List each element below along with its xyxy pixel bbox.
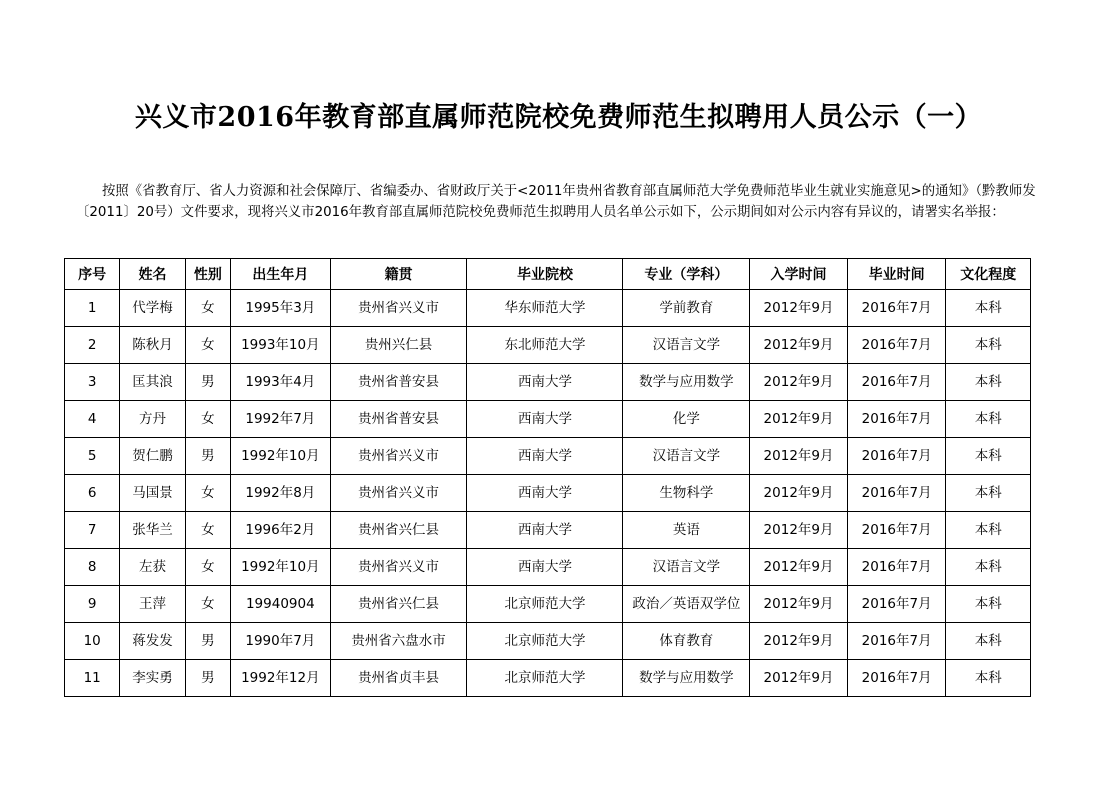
cell-index: 9 (65, 586, 120, 623)
cell-enroll-date: 2012年9月 (750, 438, 848, 475)
cell-education: 本科 (946, 549, 1031, 586)
table-row (65, 549, 1031, 586)
cell-school: 西南大学 (467, 438, 623, 475)
cell-native-place: 贵州省普安县 (330, 364, 467, 401)
cell-graduate-date: 2016年7月 (847, 586, 946, 623)
table-row (65, 401, 1031, 438)
cell-enroll-date: 2012年9月 (750, 623, 848, 660)
cell-enroll-date: 2012年9月 (750, 586, 848, 623)
cell-index: 10 (65, 623, 120, 660)
cell-school: 华东师范大学 (467, 290, 623, 327)
cell-index: 7 (65, 512, 120, 549)
cell-education: 本科 (946, 512, 1031, 549)
cell-name: 匡其浪 (120, 364, 185, 401)
cell-enroll-date: 2012年9月 (750, 290, 848, 327)
header-major: 专业（学科） (623, 259, 750, 290)
cell-graduate-date: 2016年7月 (847, 512, 946, 549)
cell-name: 蒋发发 (120, 623, 185, 660)
cell-gender: 女 (185, 327, 230, 364)
cell-major: 汉语言文学 (623, 438, 750, 475)
cell-major: 化学 (623, 401, 750, 438)
table-row (65, 623, 1031, 660)
cell-graduate-date: 2016年7月 (847, 623, 946, 660)
header-education: 文化程度 (946, 259, 1031, 290)
table-row (65, 364, 1031, 401)
header-enroll-date: 入学时间 (750, 259, 848, 290)
cell-native-place: 贵州省兴仁县 (330, 512, 467, 549)
table-body (65, 290, 1031, 697)
cell-major: 生物科学 (623, 475, 750, 512)
cell-birth-date: 1996年2月 (231, 512, 331, 549)
cell-index: 11 (65, 660, 120, 697)
notice-paragraph: 按照《省教育厅、省人力资源和社会保障厅、省编委办、省财政厅关于<2011年贵州省教育部直属师范大学免费师范毕业生就业实施意见>的通知》（黔教师发〔2011〕20号）文件要求，现将兴义市2016年教育部直属师范院校免费师范生拟聘用人员名单公示如下，公示期间如对公示内容有异议的，请署实名举报： (76, 184, 1036, 220)
table-row (65, 512, 1031, 549)
cell-birth-date: 1992年10月 (231, 549, 331, 586)
cell-education: 本科 (946, 364, 1031, 401)
cell-gender: 女 (185, 290, 230, 327)
cell-birth-date: 1993年4月 (231, 364, 331, 401)
cell-enroll-date: 2012年9月 (750, 660, 848, 697)
table-row (65, 475, 1031, 512)
cell-native-place: 贵州省兴义市 (330, 549, 467, 586)
cell-birth-date: 1992年12月 (231, 660, 331, 697)
cell-school: 西南大学 (467, 475, 623, 512)
cell-native-place: 贵州省兴仁县 (330, 586, 467, 623)
cell-school: 北京师范大学 (467, 586, 623, 623)
cell-name: 李实勇 (120, 660, 185, 697)
cell-graduate-date: 2016年7月 (847, 401, 946, 438)
cell-index: 4 (65, 401, 120, 438)
cell-gender: 男 (185, 660, 230, 697)
candidate-table (64, 258, 1031, 697)
cell-birth-date: 1992年10月 (231, 438, 331, 475)
cell-major: 学前教育 (623, 290, 750, 327)
cell-native-place: 贵州兴仁县 (330, 327, 467, 364)
cell-graduate-date: 2016年7月 (847, 660, 946, 697)
cell-birth-date: 1990年7月 (231, 623, 331, 660)
cell-gender: 男 (185, 364, 230, 401)
cell-enroll-date: 2012年9月 (750, 401, 848, 438)
cell-index: 2 (65, 327, 120, 364)
cell-gender: 女 (185, 475, 230, 512)
cell-native-place: 贵州省兴义市 (330, 290, 467, 327)
cell-name: 方丹 (120, 401, 185, 438)
cell-name: 代学梅 (120, 290, 185, 327)
header-school: 毕业院校 (467, 259, 623, 290)
cell-school: 西南大学 (467, 549, 623, 586)
header-name: 姓名 (120, 259, 185, 290)
cell-enroll-date: 2012年9月 (750, 549, 848, 586)
header-gender: 性别 (185, 259, 230, 290)
cell-major: 数学与应用数学 (623, 660, 750, 697)
cell-name: 张华兰 (120, 512, 185, 549)
cell-gender: 女 (185, 401, 230, 438)
cell-native-place: 贵州省普安县 (330, 401, 467, 438)
table-row (65, 660, 1031, 697)
cell-birth-date: 1992年8月 (231, 475, 331, 512)
cell-education: 本科 (946, 660, 1031, 697)
header-row (65, 259, 1031, 290)
cell-index: 6 (65, 475, 120, 512)
cell-native-place: 贵州省贞丰县 (330, 660, 467, 697)
cell-education: 本科 (946, 290, 1031, 327)
cell-gender: 女 (185, 586, 230, 623)
cell-native-place: 贵州省兴义市 (330, 475, 467, 512)
cell-graduate-date: 2016年7月 (847, 438, 946, 475)
cell-school: 西南大学 (467, 364, 623, 401)
cell-graduate-date: 2016年7月 (847, 290, 946, 327)
header-graduate-date: 毕业时间 (847, 259, 946, 290)
table-row (65, 327, 1031, 364)
header-birth-date: 出生年月 (231, 259, 331, 290)
cell-education: 本科 (946, 623, 1031, 660)
cell-index: 5 (65, 438, 120, 475)
cell-school: 东北师范大学 (467, 327, 623, 364)
cell-graduate-date: 2016年7月 (847, 364, 946, 401)
cell-graduate-date: 2016年7月 (847, 475, 946, 512)
cell-major: 政治／英语双学位 (623, 586, 750, 623)
cell-school: 西南大学 (467, 401, 623, 438)
cell-school: 北京师范大学 (467, 660, 623, 697)
cell-gender: 女 (185, 512, 230, 549)
cell-school: 西南大学 (467, 512, 623, 549)
cell-index: 3 (65, 364, 120, 401)
cell-name: 王萍 (120, 586, 185, 623)
cell-birth-date: 1992年7月 (231, 401, 331, 438)
cell-major: 英语 (623, 512, 750, 549)
header-index: 序号 (65, 259, 120, 290)
cell-birth-date: 19940904 (231, 586, 331, 623)
cell-enroll-date: 2012年9月 (750, 475, 848, 512)
cell-name: 左获 (120, 549, 185, 586)
cell-graduate-date: 2016年7月 (847, 549, 946, 586)
header-native-place: 籍贯 (330, 259, 467, 290)
table-header (65, 259, 1031, 290)
cell-birth-date: 1993年10月 (231, 327, 331, 364)
cell-education: 本科 (946, 586, 1031, 623)
cell-enroll-date: 2012年9月 (750, 512, 848, 549)
table-row (65, 438, 1031, 475)
document-title: 兴义市2016年教育部直属师范院校免费师范生拟聘用人员公示（一） (134, 102, 983, 133)
cell-school: 北京师范大学 (467, 623, 623, 660)
cell-gender: 男 (185, 438, 230, 475)
cell-gender: 男 (185, 623, 230, 660)
table-row (65, 586, 1031, 623)
cell-major: 体育教育 (623, 623, 750, 660)
cell-index: 1 (65, 290, 120, 327)
cell-name: 马国景 (120, 475, 185, 512)
table-row (65, 290, 1031, 327)
cell-name: 贺仁鹏 (120, 438, 185, 475)
cell-major: 汉语言文学 (623, 327, 750, 364)
cell-enroll-date: 2012年9月 (750, 327, 848, 364)
cell-birth-date: 1995年3月 (231, 290, 331, 327)
cell-name: 陈秋月 (120, 327, 185, 364)
cell-education: 本科 (946, 438, 1031, 475)
cell-native-place: 贵州省六盘水市 (330, 623, 467, 660)
cell-major: 数学与应用数学 (623, 364, 750, 401)
cell-enroll-date: 2012年9月 (750, 364, 848, 401)
cell-education: 本科 (946, 401, 1031, 438)
cell-education: 本科 (946, 327, 1031, 364)
cell-index: 8 (65, 549, 120, 586)
cell-graduate-date: 2016年7月 (847, 327, 946, 364)
cell-native-place: 贵州省兴义市 (330, 438, 467, 475)
cell-major: 汉语言文学 (623, 549, 750, 586)
cell-gender: 女 (185, 549, 230, 586)
cell-education: 本科 (946, 475, 1031, 512)
